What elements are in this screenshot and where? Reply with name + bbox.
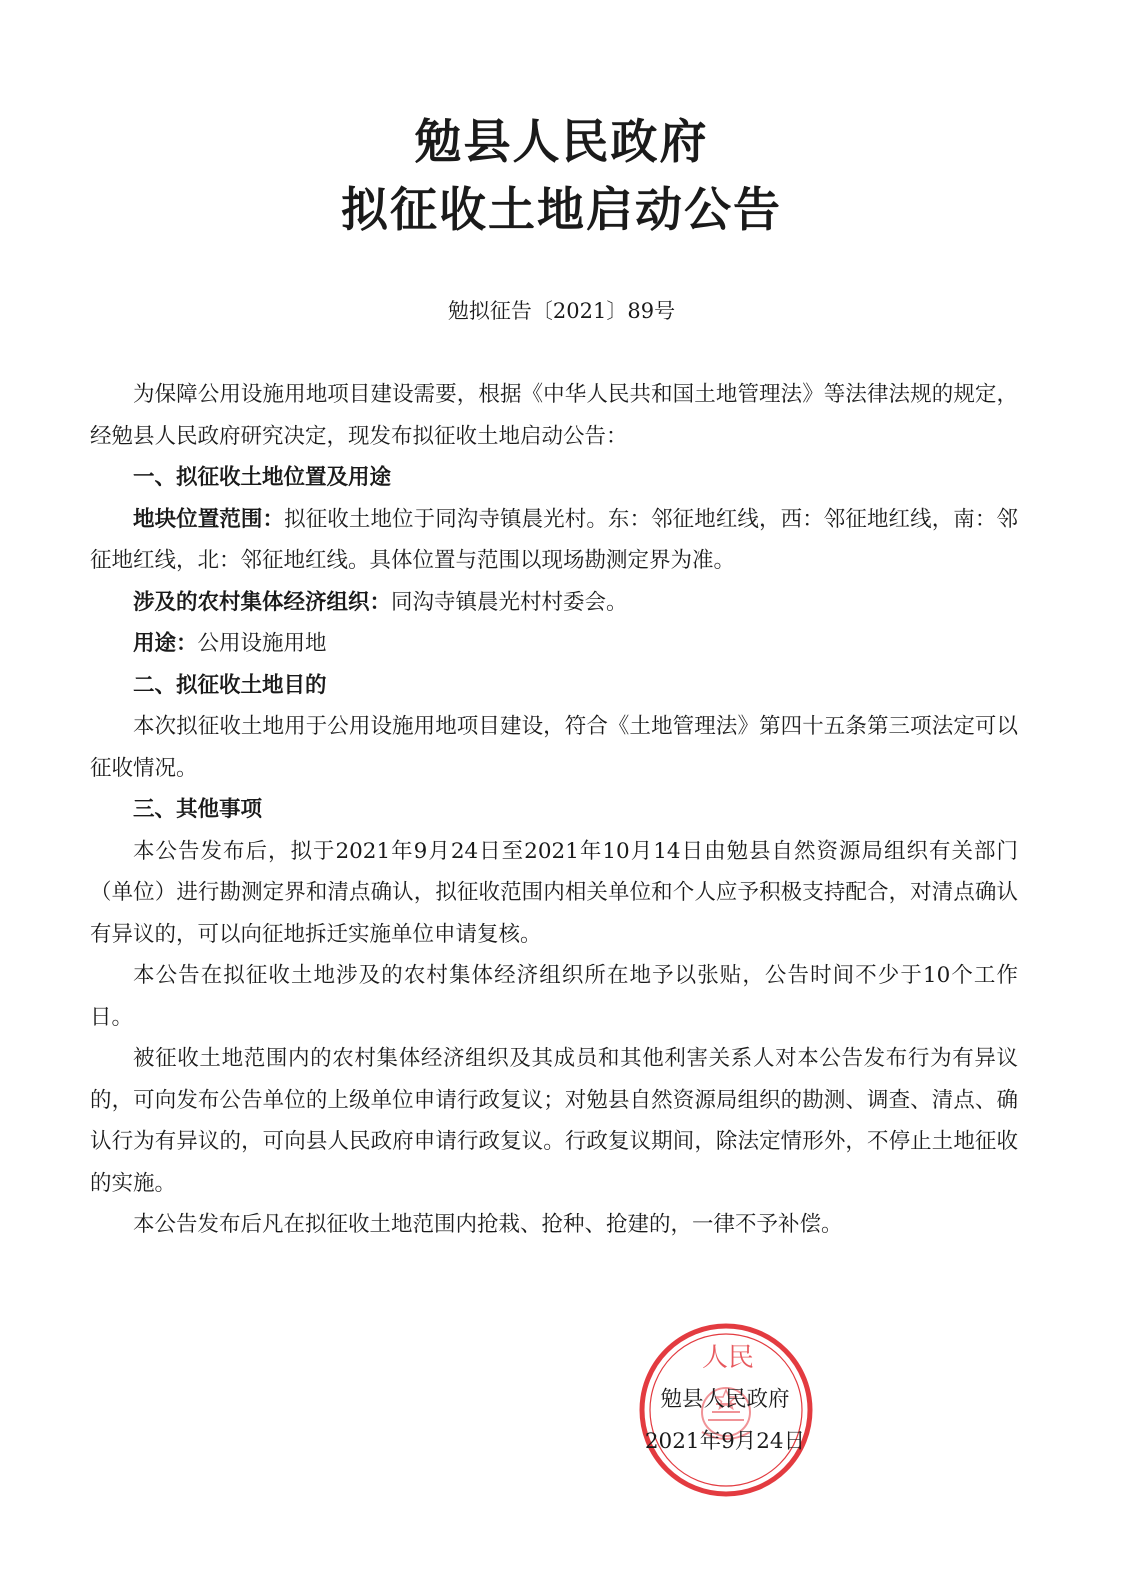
intro-paragraph: 为保障公用设施用地项目建设需要，根据《中华人民共和国土地管理法》等法律法规的规定，经勉县人民政府研究决定，现发布拟征收土地启动公告： xyxy=(90,382,1018,449)
location-text: 拟征收土地位于同沟寺镇晨光村。东：邻征地红线，西：邻征地红线，南：邻征地红线，北：邻征地红线。具体位置与范围以现场勘测定界为准。 xyxy=(90,506,1018,573)
other-paragraph-2: 本公告在拟征收土地涉及的农村集体经济组织所在地予以张贴，公告时间不少于10个工作日。 xyxy=(90,963,1018,1030)
signature-date: 2021年9月24日 xyxy=(644,1429,806,1454)
location-label: 地块位置范围： xyxy=(133,506,285,532)
use-paragraph xyxy=(90,623,1018,665)
other-paragraph-3: 被征收土地范围内的农村集体经济组织及其成员和其他利害关系人对本公告发布行为有异议的，可向发布公告单位的上级单位申请行政复议；对勉县自然资源局组织的勘测、调查、清点、确认行为有异议的，可向县人民政府申请行政复议。行政复议期间，除法定情形外，不停止土地征收的实施。 xyxy=(90,1046,1018,1196)
collective-org-text: 同沟寺镇晨光村村委会。 xyxy=(391,589,628,615)
other-paragraph-4: 本公告发布后凡在拟征收土地范围内抢栽、抢种、抢建的，一律不予补偿。 xyxy=(133,1212,843,1237)
other-paragraph-1: 本公告发布后，拟于2021年9月24日至2021年10月14日由勉县自然资源局组织有关部门（单位）进行勘测定界和清点确认，拟征收范围内相关单位和个人应予积极支持配合，对清点确认有异议的，可以向征地拆迁实施单位申请复核。 xyxy=(90,838,1019,947)
collective-org-paragraph xyxy=(90,582,1018,624)
collective-org-label: 涉及的农村集体经济组织： xyxy=(133,589,392,615)
document-title-line2: 拟征收土地启动公告 xyxy=(341,183,782,238)
document-body xyxy=(90,374,1018,1246)
document-title-line1: 勉县人民政府 xyxy=(414,115,709,170)
section1-heading: 一、拟征收土地位置及用途 xyxy=(133,465,392,490)
section2-heading: 二、拟征收土地目的 xyxy=(133,672,327,698)
purpose-paragraph: 本次拟征收土地用于公用设施用地项目建设，符合《土地管理法》第四十五条第三项法定可以征收情况。 xyxy=(90,714,1018,781)
signature-organization: 勉县人民政府 xyxy=(660,1387,790,1412)
seal-text: 人民 xyxy=(702,1343,755,1373)
use-label: 用途： xyxy=(133,631,198,656)
location-paragraph xyxy=(90,499,1018,582)
document-number: 勉拟征告〔2021〕89号 xyxy=(447,299,676,323)
use-text: 公用设施用地 xyxy=(197,631,327,656)
section3-heading: 三、其他事项 xyxy=(133,797,263,822)
